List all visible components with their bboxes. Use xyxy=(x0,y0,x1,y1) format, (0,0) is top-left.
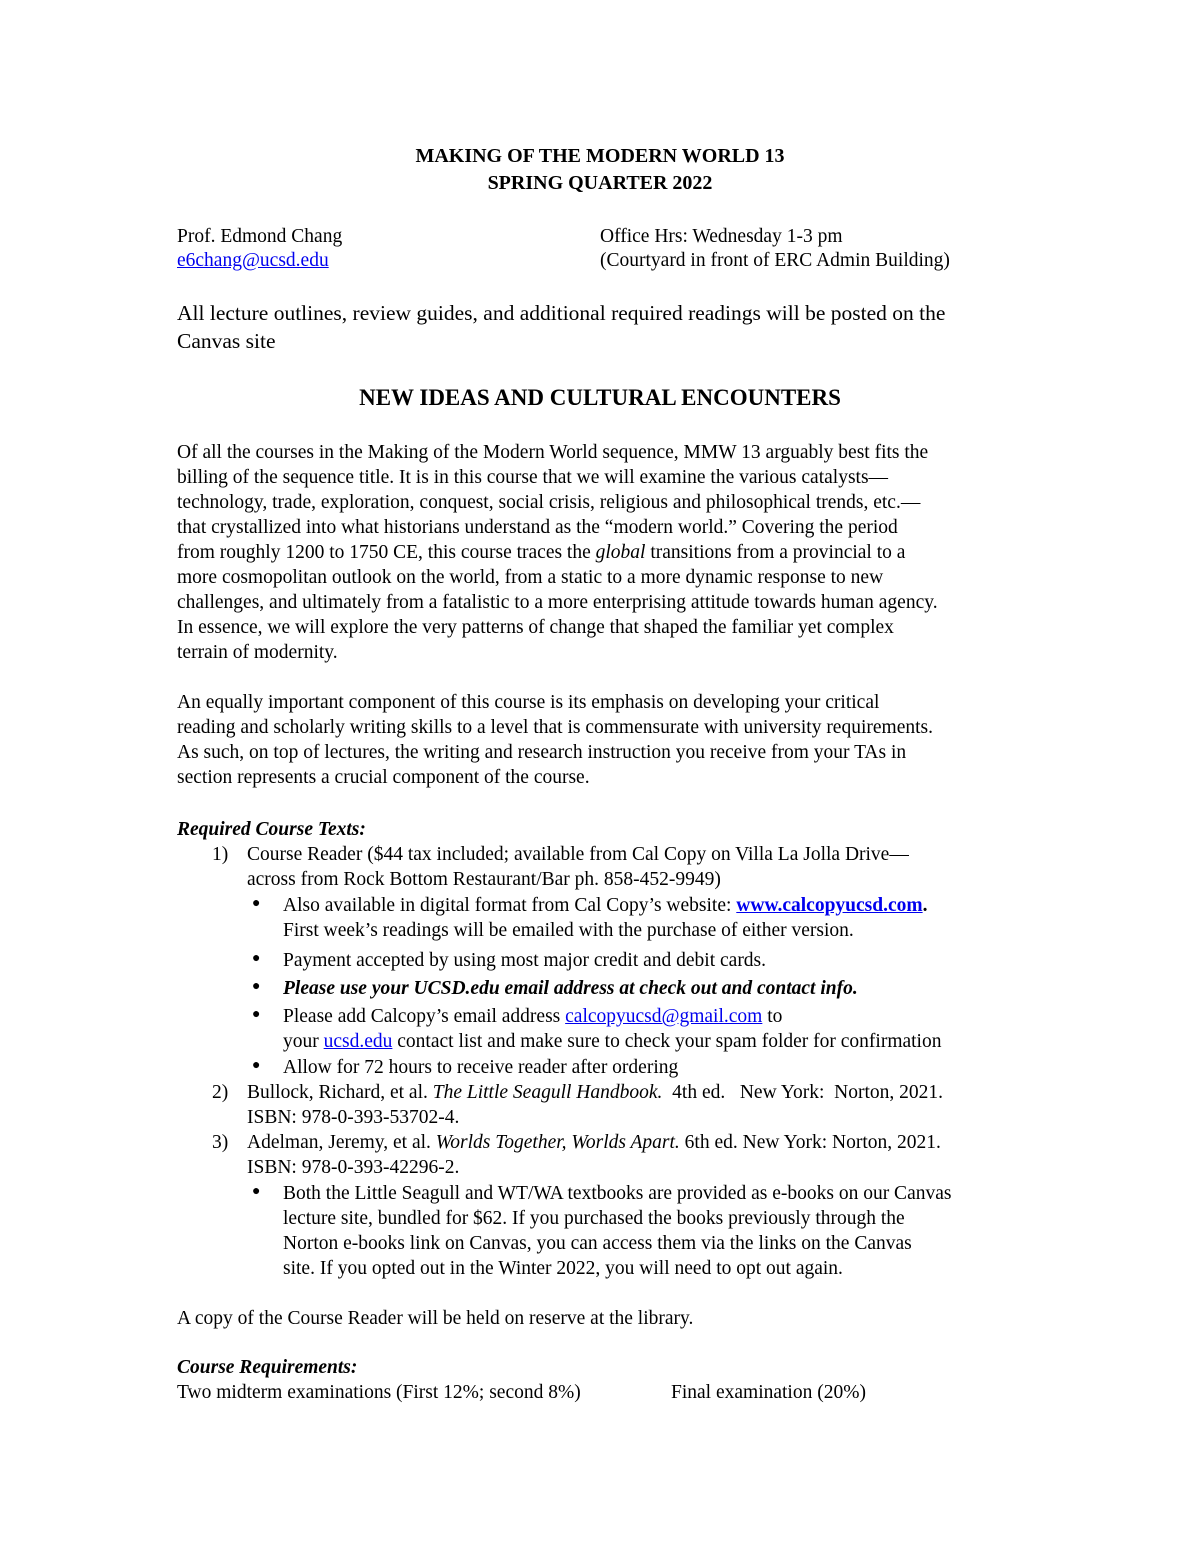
calcopy-website-link[interactable]: www.calcopyucsd.com xyxy=(736,895,923,916)
office-hours: Office Hrs: Wednesday 1-3 pm xyxy=(600,226,843,247)
item3-line1: Adelman, Jeremy, et al. Worlds Together, Worlds Apart. 6th ed. New York: Norton, 2021. xyxy=(247,1132,941,1153)
item1-line1: Course Reader ($44 tax included; available from Cal Copy on Villa La Jolla Drive— xyxy=(247,844,909,865)
para1-line: billing of the sequence title. It is in this course that we will examine the various catalysts— xyxy=(177,467,889,488)
para1-line: more cosmopolitan outlook on the world, from a static to a more dynamic response to new xyxy=(177,567,884,588)
item1-bullet5: Allow for 72 hours to receive reader after ordering xyxy=(283,1057,679,1078)
para1-line: technology, trade, exploration, conquest, social crisis, religious and philosophical trends, etc.— xyxy=(177,492,921,513)
para2-line: As such, on top of lectures, the writing and research instruction you receive from your TAs in xyxy=(177,742,907,763)
item3-bullet-line: Norton e-books link on Canvas, you can access them via the links on the Canvas xyxy=(283,1233,912,1254)
item3-bullet-line: site. If you opted out in the Winter 2022, you will need to opt out again. xyxy=(283,1258,843,1279)
canvas-note-line2: Canvas site xyxy=(177,329,276,353)
bullet-icon: ● xyxy=(252,979,261,994)
final-requirement: Final examination (20%) xyxy=(671,1382,866,1403)
para2-line: An equally important component of this course is its emphasis on developing your critical xyxy=(177,692,880,713)
item3-number: 3) xyxy=(212,1132,229,1153)
reserve-note: A copy of the Course Reader will be held on reserve at the library. xyxy=(177,1308,694,1329)
para1-line: that crystallized into what historians understand as the “modern world.” Covering the period xyxy=(177,517,898,538)
instructor-email-link[interactable]: e6chang@ucsd.edu xyxy=(177,250,329,271)
para2-line: reading and scholarly writing skills to a level that is commensurate with university requirements. xyxy=(177,717,933,738)
item1-bullet4: Please add Calcopy’s email address calcopyucsd@gmail.com to xyxy=(283,1006,783,1027)
bullet-icon: ● xyxy=(252,951,261,966)
ucsd-edu-link[interactable]: ucsd.edu xyxy=(323,1031,393,1052)
calcopy-email-link[interactable]: calcopyucsd@gmail.com xyxy=(565,1006,763,1027)
emphasis-global: global xyxy=(595,542,646,563)
para1-line: challenges, and ultimately from a fatalistic to a more enterprising attitude towards human agency. xyxy=(177,592,938,613)
item1-bullet1-line2: First week’s readings will be emailed with the purchase of either version. xyxy=(283,920,854,941)
instructor-name: Prof. Edmond Chang xyxy=(177,226,343,247)
para1-line: In essence, we will explore the very patterns of change that shaped the familiar yet complex xyxy=(177,617,894,638)
item1-bullet1: Also available in digital format from Cal Copy’s website: www.calcopyucsd.com. xyxy=(283,895,928,916)
section-title: NEW IDEAS AND CULTURAL ENCOUNTERS xyxy=(359,385,841,410)
item1-bullet3: Please use your UCSD.edu email address at check out and contact info. xyxy=(283,978,858,999)
para2-line: section represents a crucial component of the course. xyxy=(177,767,590,788)
item1-line2: across from Rock Bottom Restaurant/Bar ph. 858-452-9949) xyxy=(247,869,721,890)
bullet-icon: ● xyxy=(252,896,261,911)
course-title: MAKING OF THE MODERN WORLD 13 xyxy=(415,145,785,167)
item3-bullet-line: Both the Little Seagull and WT/WA textbooks are provided as e-books on our Canvas xyxy=(283,1183,952,1204)
term-title: SPRING QUARTER 2022 xyxy=(487,172,713,194)
item3-line2: ISBN: 978-0-393-42296-2. xyxy=(247,1157,460,1178)
item2-line1: Bullock, Richard, et al. The Little Seagull Handbook. 4th ed. New York: Norton, 2021. xyxy=(247,1082,943,1103)
item3-bullet-line: lecture site, bundled for $62. If you purchased the books previously through the xyxy=(283,1208,905,1229)
required-texts-heading: Required Course Texts: xyxy=(177,819,366,840)
para1-line: from roughly 1200 to 1750 CE, this course traces the global transitions from a provincial to a xyxy=(177,542,906,563)
item1-bullet4-line2: your ucsd.edu contact list and make sure to check your spam folder for confirmation xyxy=(283,1031,942,1052)
item2-line2: ISBN: 978-0-393-53702-4. xyxy=(247,1107,460,1128)
midterms-requirement: Two midterm examinations (First 12%; second 8%) xyxy=(177,1382,581,1403)
bullet-icon: ● xyxy=(252,1184,261,1199)
bullet-icon: ● xyxy=(252,1058,261,1073)
bullet-icon: ● xyxy=(252,1007,261,1022)
para1-line: Of all the courses in the Making of the Modern World sequence, MMW 13 arguably best fits the xyxy=(177,442,929,463)
item2-number: 2) xyxy=(212,1082,229,1103)
canvas-note-line1: All lecture outlines, review guides, and additional required readings will be posted on the xyxy=(177,301,946,325)
office-location: (Courtyard in front of ERC Admin Building) xyxy=(600,250,950,271)
para1-line: terrain of modernity. xyxy=(177,642,338,663)
item1-number: 1) xyxy=(212,844,229,865)
item1-bullet2: Payment accepted by using most major credit and debit cards. xyxy=(283,950,767,971)
requirements-heading: Course Requirements: xyxy=(177,1357,358,1378)
